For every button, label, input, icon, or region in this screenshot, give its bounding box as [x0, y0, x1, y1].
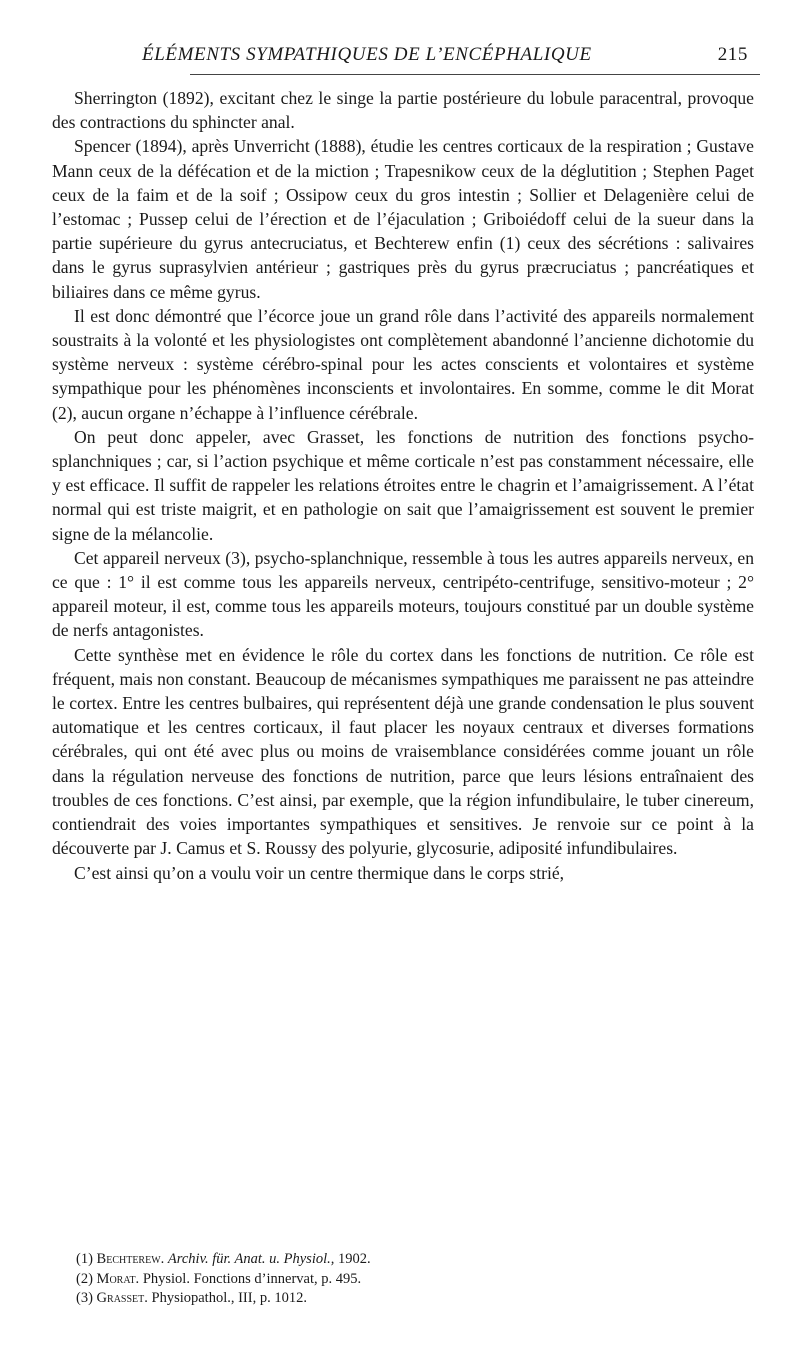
footnote-author: Grasset.: [96, 1290, 148, 1306]
footnote-rest: Physiol. Fonctions d’innervat, p. 495.: [142, 1270, 362, 1287]
footnote-author: Bechterew.: [96, 1251, 165, 1267]
paragraph-spencer: Spencer (1894), après Unverricht (1888), étudie les centres corticaux de la respiration ; Gustave Mann ceux de la défécation et de la miction ; Trapesnikow ceux de la déglutition ; Stephen Paget ceux de la faim et de la soif ; Ossipow ceux du gros intestin ; Sollier et Delagenière celui de l’estomac ; Pussep celui de l’érection et de l’éjaculation ; Griboiédoff celui de la sueur dans la partie supérieure du gyrus antecruciatus, et Bechterew enfin (1) ceux des sécrétions : salivaires dans le gyrus suprasylvien antérieur ; gastriques près du gyrus præcruciatus ; pancréatiques et biliaires dans ce même gyrus.: [52, 136, 754, 302]
header-rule: [190, 74, 760, 75]
footnote-2: [76, 1270, 756, 1290]
footnote-rest: 1902.: [338, 1251, 371, 1267]
footnote-source: Archiv. für. Anat. u. Physiol.,: [167, 1251, 335, 1267]
page-number: 215: [717, 44, 748, 65]
paragraph-synthese: Cette synthèse met en évidence le rôle du cortex dans les fonctions de nutrition. Ce rôle est fréquent, mais non constant. Beaucoup de mécanismes sympathiques me paraissent ne pas atteindre le cortex. Entre les centres bulbaires, qui représentent déjà une grande condensation le plus souvent automatique et les centres corticaux, il faut placer les noyaux centraux et diverses formations cérébrales, qui ont été avec plus ou moins de vraisemblance considérées comme jouant un rôle dans la régulation nerveuse des fonctions de nutrition, parce que leurs lésions entraînaient des troubles de ces fonctions. C’est ainsi, par exemple, que la région infundibulaire, le tuber cinereum, contiendrait des voies importantes sympathiques et sensitives. Je renvoie sur ce point à la découverte par J. Camus et S. Roussy des polyurie, glycosurie, adiposité infundibulaires.: [52, 644, 754, 859]
running-title: ÉLÉMENTS SYMPATHIQUES DE L’ENCÉPHALIQUE: [142, 44, 592, 65]
footnote-1: [76, 1250, 756, 1270]
running-head: [82, 44, 748, 72]
paragraph-ecorce: Il est donc démontré que l’écorce joue un grand rôle dans l’activité des appareils normalement soustraits à la volonté et les physiologistes ont complètement abandonné l’ancienne dichotomie du système nerveux : système cérébro-spinal pour les actes conscients et volontaires et système sympathique pour les phénomènes inconscients et involontaires. En somme, comme le dit Morat (2), aucun organe n’échappe à l’influence cérébrale.: [52, 305, 754, 423]
paragraph-sherrington: Sherrington (1892), excitant chez le singe la partie postérieure du lobule paracentral, provoque des contractions du sphincter anal.: [52, 88, 754, 133]
footnote-marker: (1): [76, 1251, 93, 1267]
paragraph-appareil-nerveux: Cet appareil nerveux (3), psycho-splanchnique, ressemble à tous les autres appareils nerveux, en ce que : 1° il est comme tous les appareils nerveux, centripéto-centrifuge, sensitivo-moteur ; 2° appareil moteur, il est, comme tous les appareils moteurs, toujours constitué par un double système de nerfs antagonistes.: [52, 547, 754, 641]
body-text: [52, 86, 754, 885]
footnote-3: [76, 1289, 756, 1309]
paragraph-grasset: On peut donc appeler, avec Grasset, les fonctions de nutrition des fonctions psycho-splanchniques ; car, si l’action psychique et même corticale n’est pas constamment nécessaire, elle y est efficace. Il suffit de rappeler les relations étroites entre le chagrin et l’amaigrissement. A l’état normal qui est triste maigrit, et en pathologie on sait que l’amaigrissement est souvent le premier signe de la mélancolie.: [52, 426, 754, 544]
footnote-marker: (3): [76, 1290, 93, 1306]
footnote-author: Morat.: [96, 1270, 140, 1287]
footnotes: [76, 1250, 756, 1309]
footnote-marker: (2): [76, 1270, 93, 1287]
paragraph-centre-thermique: C’est ainsi qu’on a voulu voir un centre thermique dans le corps strié,: [74, 862, 565, 883]
footnote-rest: Physiopathol., III, p. 1012.: [151, 1290, 307, 1306]
